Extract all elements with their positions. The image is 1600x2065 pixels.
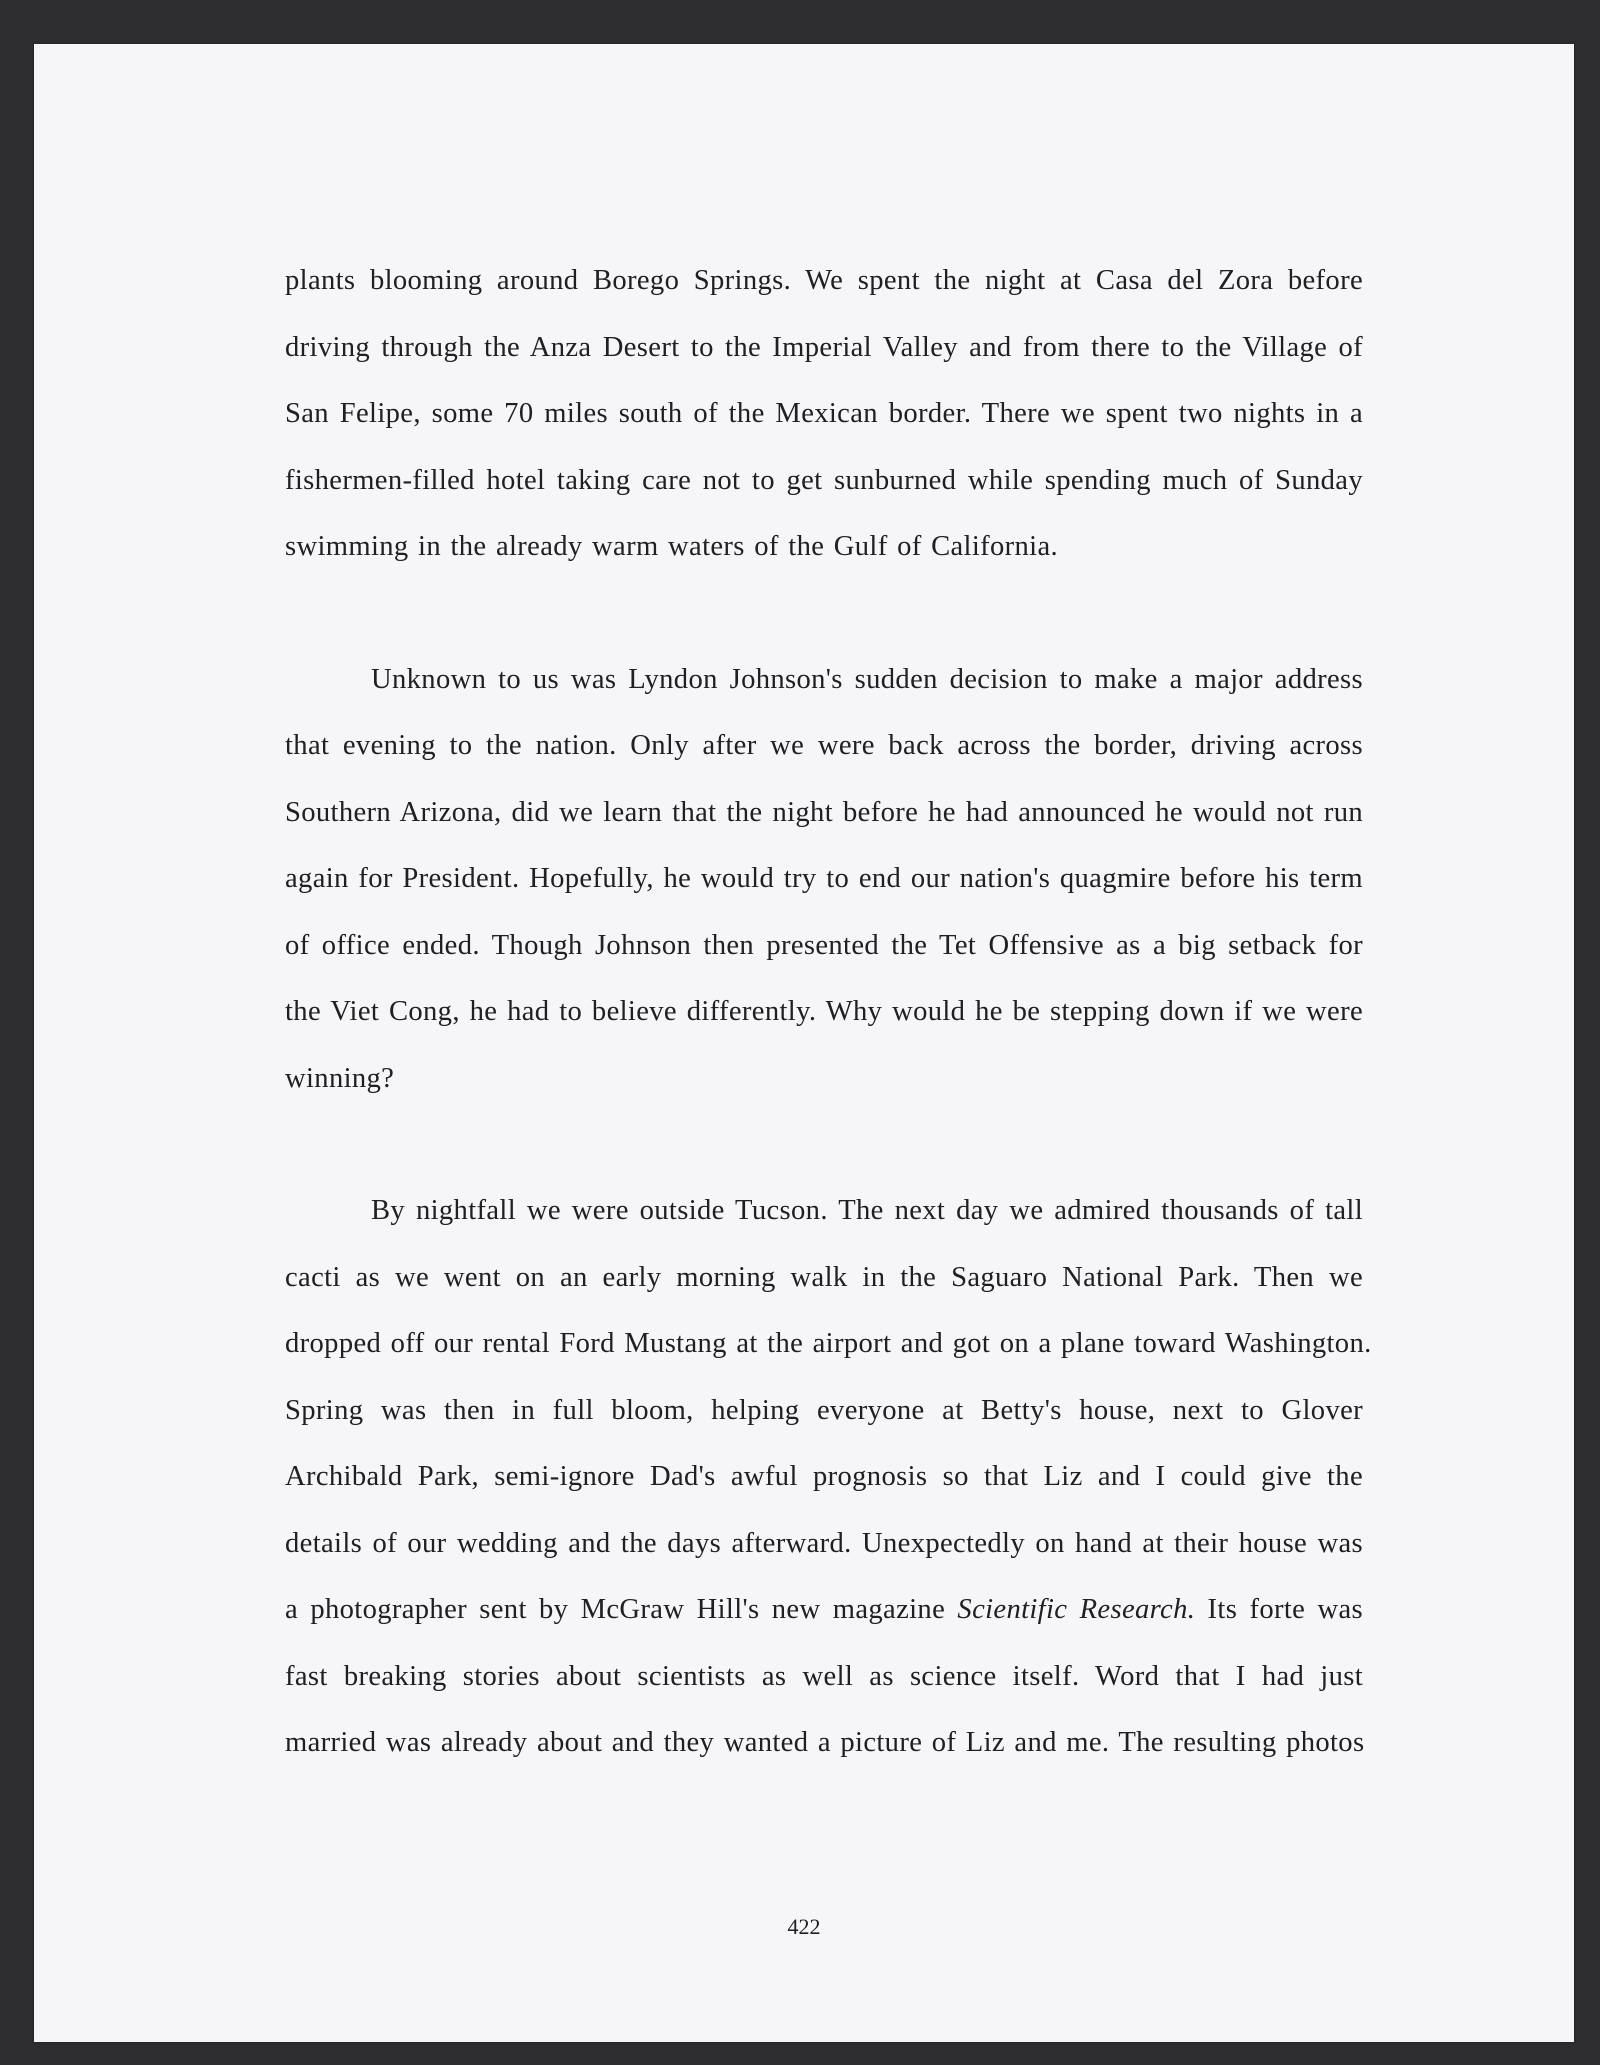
paragraph-1 [285, 248, 1363, 581]
text-line: married was already about and they wanted a picture of Liz and me. The resulting photos [285, 1727, 1365, 1758]
body-text [285, 248, 1372, 1777]
text-line-content: a photographer sent by McGraw Hill's new magazine [285, 1594, 958, 1625]
paragraph-3 [285, 1178, 1372, 1777]
text-line: cacti as we went on an early morning walk in the Saguaro National Park. Then we [285, 1261, 1363, 1293]
text-line [285, 1577, 1363, 1644]
text-line: swimming in the already warm waters of the Gulf of California. [285, 531, 1059, 562]
text-line: Southern Arizona, did we learn that the night before he had announced he would not run [285, 796, 1363, 828]
text-line [285, 647, 1363, 714]
page-number: 422 [787, 1914, 821, 1939]
document-page [34, 44, 1574, 2042]
text-line: Spring was then in full bloom, helping everyone at Betty's house, next to Glover [285, 1394, 1363, 1426]
text-line: Archibald Park, semi-ignore Dad's awful prognosis so that Liz and I could give the [285, 1461, 1363, 1492]
text-line: of office ended. Though Johnson then presented the Tet Offensive as a big setback for [285, 929, 1363, 961]
text-line: winning? [285, 1062, 395, 1094]
text-line: that evening to the nation. Only after we were back across the border, driving across [285, 730, 1363, 761]
text-line-content: Its forte was [1195, 1594, 1364, 1625]
text-line: details of our wedding and the days afterward. Unexpectedly on hand at their house was [285, 1527, 1363, 1559]
text-line: fast breaking stories about scientists as well as science itself. Word that I had just [285, 1660, 1363, 1692]
text-line: dropped off our rental Ford Mustang at the airport and got on a plane toward Washington. [285, 1328, 1372, 1359]
text-line-content: By nightfall we were outside Tucson. The next day we admired thousands of tall [371, 1195, 1363, 1226]
text-line: again for President. Hopefully, he would try to end our nation's quagmire before his term [285, 863, 1363, 894]
magazine-title: Scientific Research. [957, 1594, 1196, 1625]
paragraph-gap [285, 1112, 1363, 1178]
text-line: plants blooming around Borego Springs. We spent the night at Casa del Zora before [285, 265, 1363, 296]
text-line [285, 1178, 1363, 1245]
text-line: the Viet Cong, he had to believe differently. Why would he be stepping down if we were [285, 996, 1363, 1027]
text-line-content: Unknown to us was Lyndon Johnson's sudden decision to make a major address [371, 663, 1363, 695]
paragraph-2 [285, 647, 1363, 1113]
text-line: driving through the Anza Desert to the Imperial Valley and from there to the Village of [285, 331, 1363, 363]
paragraph-gap [285, 581, 1363, 647]
text-line: San Felipe, some 70 miles south of the Mexican border. There we spent two nights in a [285, 398, 1363, 429]
text-line: fishermen-filled hotel taking care not to get sunburned while spending much of Sunday [285, 464, 1363, 496]
